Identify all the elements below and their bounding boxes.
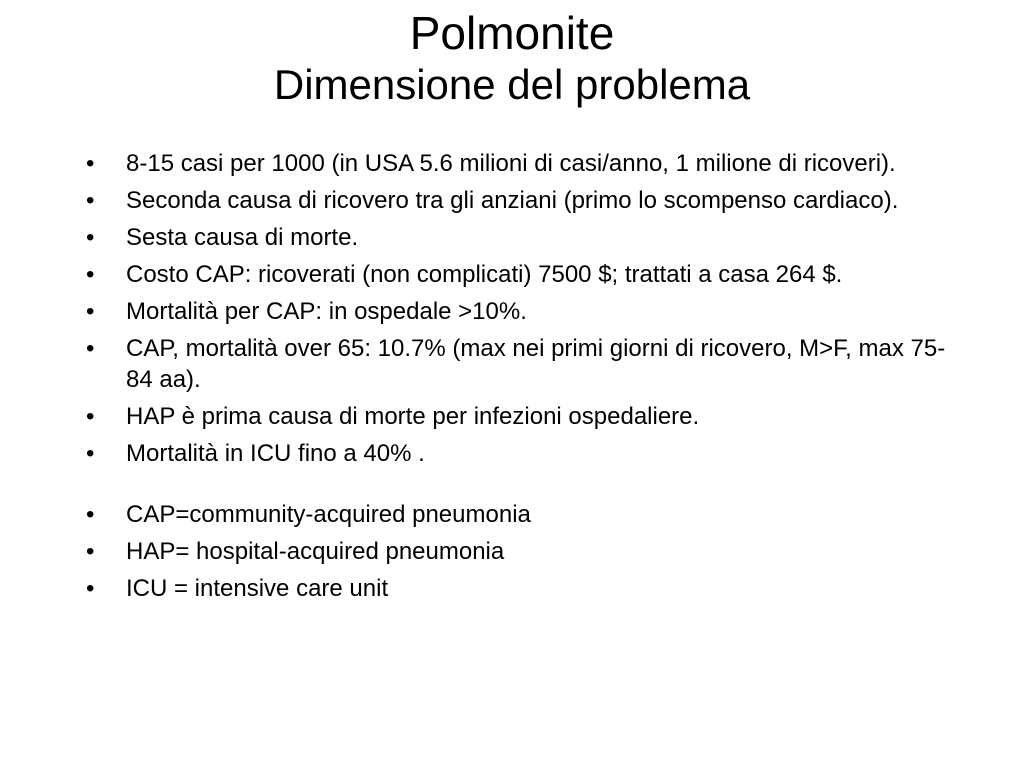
glossary-text: CAP=community-acquired pneumonia: [126, 501, 531, 528]
bullet-item: [86, 185, 946, 216]
bullet-dot: •: [86, 261, 95, 288]
bullet-dot: •: [86, 150, 95, 177]
bullet-dot: •: [86, 501, 95, 528]
bullet-list: [86, 148, 946, 610]
bullet-dot: •: [86, 335, 95, 362]
bullet-dot: •: [86, 224, 95, 251]
bullet-item: [86, 148, 946, 179]
bullet-text: Mortalità per CAP: in ospedale >10%.: [126, 298, 527, 325]
bullet-text: Mortalità in ICU fino a 40% .: [126, 440, 425, 467]
bullet-text: HAP è prima causa di morte per infezioni ospedaliere.: [126, 403, 700, 430]
bullet-dot: •: [86, 298, 95, 325]
bullet-item: [86, 222, 946, 253]
bullet-text: 8-15 casi per 1000 (in USA 5.6 milioni di casi/anno, 1 milione di ricoveri).: [126, 150, 896, 177]
bullet-text: Costo CAP: ricoverati (non complicati) 7500 $; trattati a casa 264 $.: [126, 261, 843, 288]
glossary-item: [86, 499, 946, 530]
slide-subtitle: Dimensione del problema: [273, 61, 751, 108]
bullet-item: [86, 401, 946, 432]
bullet-item: [86, 296, 946, 327]
glossary-item: [86, 536, 946, 567]
glossary-item: [86, 573, 946, 604]
bullet-text: Seconda causa di ricovero tra gli anziani (primo lo scompenso cardiaco).: [126, 187, 899, 214]
bullet-dot: •: [86, 440, 95, 467]
slide-title: Polmonite: [409, 7, 615, 59]
bullet-item: [86, 259, 946, 290]
glossary-text: ICU = intensive care unit: [126, 575, 389, 602]
title-block: [0, 0, 1024, 110]
bullet-item: [86, 438, 946, 469]
bullet-dot: •: [86, 575, 95, 602]
bullet-item: [86, 333, 946, 395]
glossary-text: HAP= hospital-acquired pneumonia: [126, 538, 505, 565]
bullet-text: CAP, mortalità over 65: 10.7% (max nei primi giorni di ricovero, M>F, max 75-84 aa).: [126, 335, 946, 393]
bullet-dot: •: [86, 187, 95, 214]
bullet-text: Sesta causa di morte.: [126, 224, 359, 251]
bullet-dot: •: [86, 403, 95, 430]
bullet-dot: •: [86, 538, 95, 565]
